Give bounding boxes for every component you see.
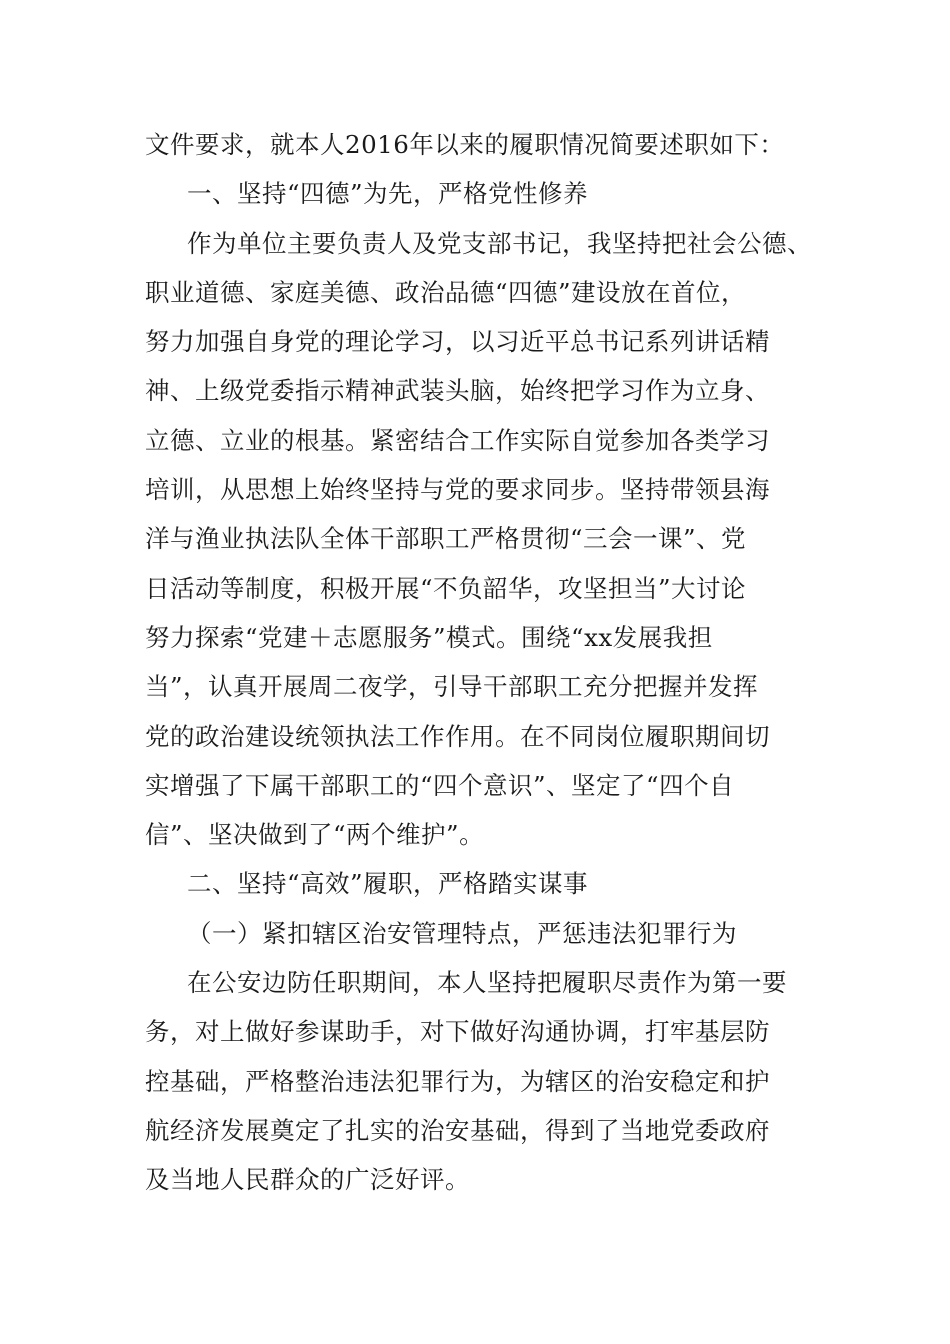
text-line: 务，对上做好参谋助手，对下做好沟通协调，打牢基层防 (145, 1017, 770, 1047)
text-line: 努力加强自身党的理论学习，以习近平总书记系列讲话精 (145, 327, 770, 357)
text-line: 当”，认真开展周二夜学，引导干部职工充分把握并发挥 (145, 672, 759, 702)
text-line: 文件要求，就本人2016年以来的履职情况简要述职如下： (145, 130, 785, 159)
text-line: 培训，从思想上始终坚持与党的要求同步。坚持带领县海 (145, 475, 770, 505)
text-line: 洋与渔业执法队全体干部职工严格贯彻“三会一课”、党 (145, 524, 747, 554)
text-line: 在公安边防任职期间，本人坚持把履职尽责作为第一要 (187, 968, 787, 998)
text-line: 作为单位主要负责人及党支部书记，我坚持把社会公德、 (187, 228, 812, 258)
text-line: 航经济发展奠定了扎实的治安基础，得到了当地党委政府 (145, 1115, 770, 1145)
text-line: 及当地人民群众的广泛好评。 (145, 1165, 470, 1195)
section-heading: 一、坚持“四德”为先，严格党性修养 (187, 179, 589, 209)
subsection-heading: （一）紧扣辖区治安管理特点，严惩违法犯罪行为 (187, 918, 737, 948)
text-line: 职业道德、家庭美德、政治品德“四德”建设放在首位， (145, 277, 747, 307)
text-line: 信”、坚决做到了“两个维护”。 (145, 820, 485, 850)
text-line: 控基础，严格整治违法犯罪行为，为辖区的治安稳定和护 (145, 1066, 770, 1096)
section-heading: 二、坚持“高效”履职，严格踏实谋事 (187, 869, 589, 899)
text-line: 努力探索“党建＋志愿服务”模式。围绕“xx发展我担 (145, 622, 713, 652)
text-line: 日活动等制度，积极开展“不负韶华，攻坚担当”大讨论 (145, 573, 747, 603)
text-line: 实增强了下属干部职工的“四个意识”、坚定了“四个自 (145, 770, 735, 800)
text-line: 党的政治建设统领执法工作作用。在不同岗位履职期间切 (145, 721, 770, 751)
document-body (145, 120, 825, 1205)
text-line: 立德、立业的根基。紧密结合工作实际自觉参加各类学习 (145, 425, 770, 455)
text-line: 神、上级党委指示精神武装头脑，始终把学习作为立身、 (145, 376, 770, 406)
